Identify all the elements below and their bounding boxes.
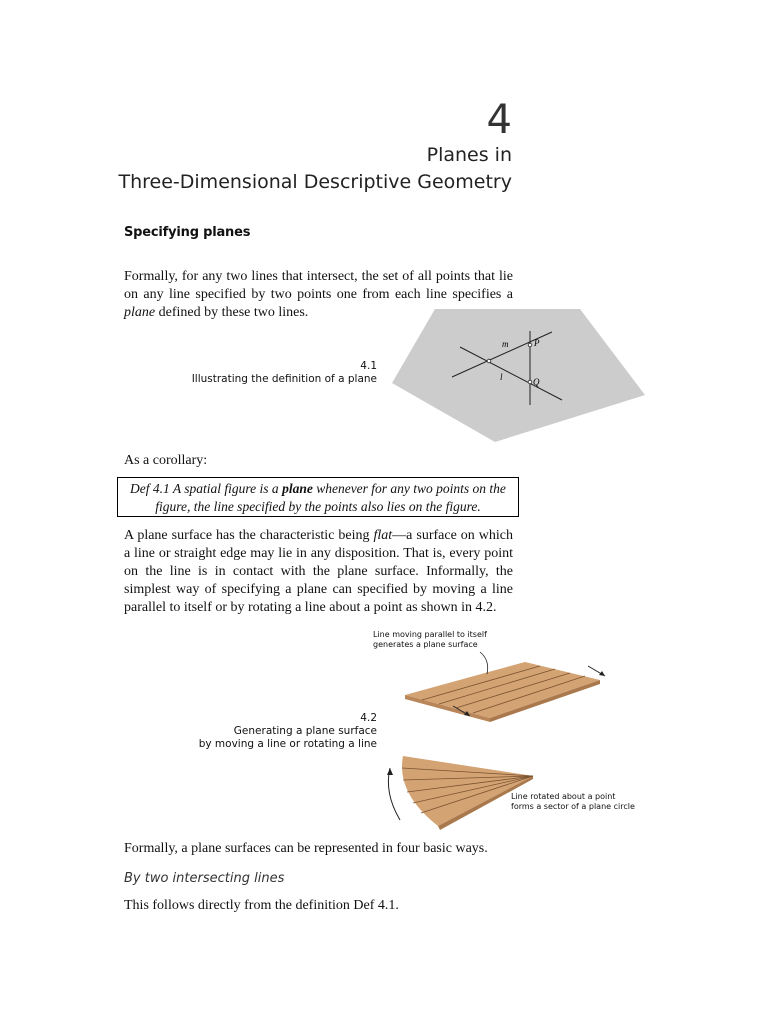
rotation-arrow <box>388 768 400 820</box>
corollary-text: As a corollary: <box>124 453 208 468</box>
plane-surface-emph: flat <box>373 528 393 543</box>
chapter-title-line1: Planes in <box>426 144 512 166</box>
figure-4-1-text: Illustrating the definition of a plane <box>191 373 377 385</box>
pointer-arrow <box>480 652 488 674</box>
figure-4-1-caption <box>192 360 377 386</box>
chapter-number: 4 <box>486 97 512 143</box>
follows-text: This follows directly from the definition Def 4.1. <box>124 898 399 913</box>
label-m: m <box>502 339 509 349</box>
point-p <box>528 343 532 347</box>
figure-4-2-number: 4.2 <box>360 712 377 724</box>
definition-term: plane <box>282 481 313 496</box>
intro-emph: plane <box>124 305 156 320</box>
definition-box <box>117 477 519 517</box>
chapter-title <box>119 142 513 196</box>
label-parallel-line1: Line moving parallel to itself <box>373 630 487 639</box>
definition-prefix: Def 4.1 A spatial figure is a <box>130 481 283 496</box>
figure-4-2-caption <box>199 712 377 751</box>
figure-4-1-plane-diagram <box>390 305 650 445</box>
label-q: Q <box>533 377 540 387</box>
intersection-point <box>487 359 491 363</box>
plane-shape <box>392 309 645 442</box>
label-p: P <box>534 338 540 348</box>
label-l: l <box>500 372 503 382</box>
intro-text-b: defined by these two lines. <box>155 305 309 320</box>
point-q <box>528 380 532 384</box>
rotation-arrowhead <box>387 768 393 775</box>
figure-4-2-caption-line1: Generating a plane surface <box>233 725 377 737</box>
definition-suffix: whenever for any two points on the figure, the line specified by the points also lies on the figure. <box>155 481 506 514</box>
label-rotated <box>511 792 635 812</box>
four-ways-text: Formally, a plane surfaces can be represented in four basic ways. <box>124 841 488 856</box>
moving-line-board-diagram <box>395 640 635 730</box>
rotating-line-sector-diagram <box>378 748 548 833</box>
plane-surface-text-b: —a surface on which a line or straight edge may lie in any disposition. That is, every point on the line is in contact with the plane surface. Informally, the simplest way of specifying a plane can specified by moving a line parallel to itself or by rotating a line about a point as shown in 4.2. <box>124 528 513 615</box>
label-rotated-line1: Line rotated about a point <box>511 792 616 801</box>
section-heading: Specifying planes <box>124 225 251 240</box>
label-parallel-line2: generates a plane surface <box>373 640 478 649</box>
intro-text-a: Formally, for any two lines that intersect, the set of all points that lie on any line specified by two points one from each line specifies a <box>124 269 513 302</box>
plane-surface-paragraph <box>124 527 513 617</box>
figure-4-1-number: 4.1 <box>360 360 377 372</box>
parallel-board <box>405 662 600 718</box>
figure-4-2-caption-line2: by moving a line or rotating a line <box>198 738 377 750</box>
chapter-title-line2: Three-Dimensional Descriptive Geometry <box>118 171 512 193</box>
subsection-heading: By two intersecting lines <box>124 871 285 886</box>
label-rotated-line2: forms a sector of a plane circle <box>511 802 635 811</box>
plane-surface-text-a: A plane surface has the characteristic being <box>124 528 374 543</box>
